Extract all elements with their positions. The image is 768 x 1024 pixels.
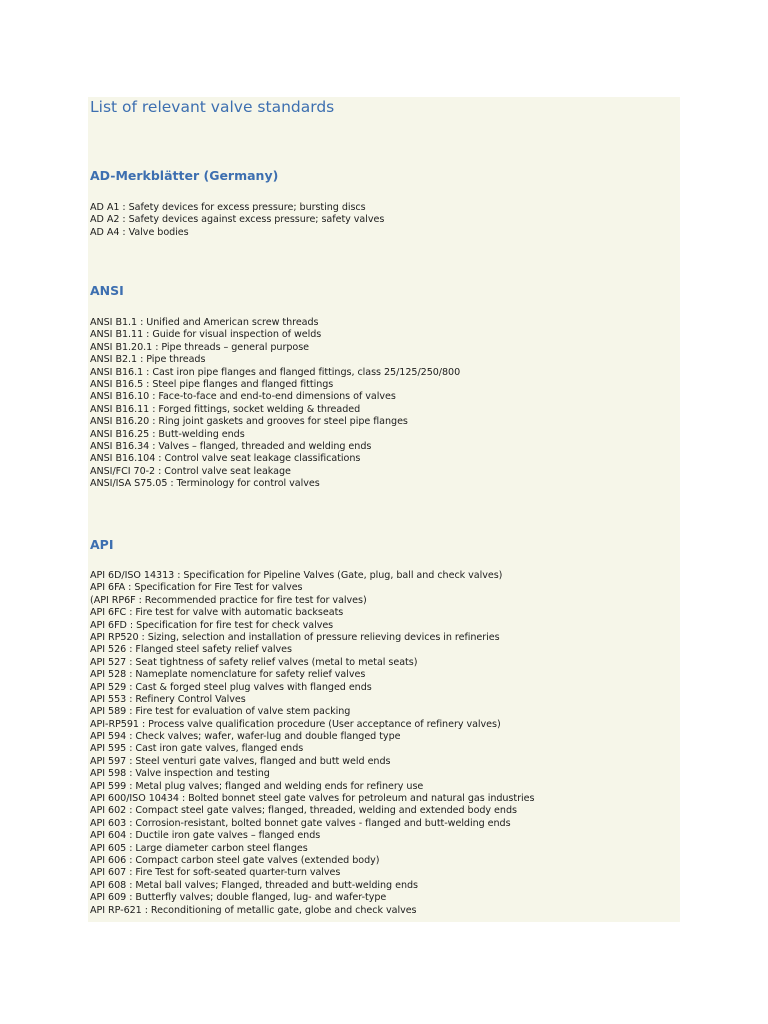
standard-entry: ANSI B1.1 : Unified and American screw threads bbox=[90, 317, 319, 328]
standard-entry: AD A2 : Safety devices against excess pressure; safety valves bbox=[90, 214, 385, 226]
standard-entry: ANSI/ISA S75.05 : Terminology for control valves bbox=[90, 478, 320, 490]
standard-entry: API 553 : Refinery Control Valves bbox=[90, 693, 246, 705]
standard-entry: ANSI B2.1 : Pipe threads bbox=[90, 354, 206, 366]
section-list-ansi bbox=[90, 317, 460, 490]
standard-entry: ANSI B16.34 : Valves – flanged, threaded and welding ends bbox=[90, 440, 372, 452]
standard-entry: API 598 : Valve inspection and testing bbox=[90, 768, 270, 780]
section-list-api bbox=[90, 570, 534, 917]
standard-entry: ANSI B1.20.1 : Pipe threads – general purpose bbox=[90, 341, 309, 353]
standard-entry: ANSI B16.10 : Face-to-face and end-to-end dimensions of valves bbox=[90, 391, 396, 403]
standard-entry: API 609 : Butterfly valves; double flanged, lug- and wafer-type bbox=[90, 892, 387, 904]
standard-entry: API 608 : Metal ball valves; Flanged, threaded and butt-welding ends bbox=[90, 879, 418, 891]
standard-entry: API 6D/ISO 14313 : Specification for Pipeline Valves (Gate, plug, ball and check valves) bbox=[90, 570, 503, 581]
standard-entry: API 606 : Compact carbon steel gate valves (extended body) bbox=[90, 854, 380, 866]
standard-entry: API 529 : Cast & forged steel plug valves with flanged ends bbox=[90, 681, 372, 693]
standard-entry: API RP-621 : Reconditioning of metallic gate, globe and check valves bbox=[90, 904, 417, 916]
standard-entry: ANSI B16.1 : Cast iron pipe flanges and flanged fittings, class 25/125/250/800 bbox=[90, 366, 461, 378]
standard-entry: API RP520 : Sizing, selection and installation of pressure relieving devices in refineries bbox=[90, 631, 500, 643]
section-list-ad bbox=[90, 202, 384, 239]
standard-entry: API 604 : Ductile iron gate valves – flanged ends bbox=[90, 830, 321, 842]
standard-entry: API 600/ISO 10434 : Bolted bonnet steel gate valves for petroleum and natural gas industries bbox=[90, 793, 535, 805]
standard-entry: API 599 : Metal plug valves; flanged and welding ends for refinery use bbox=[90, 780, 424, 792]
section-heading-ansi: ANSI bbox=[90, 283, 124, 298]
standard-entry: API 6FD : Specification for fire test for check valves bbox=[90, 619, 334, 631]
standard-entry: ANSI B16.5 : Steel pipe flanges and flanged fittings bbox=[90, 378, 334, 390]
standard-entry: API 527 : Seat tightness of safety relief valves (metal to metal seats) bbox=[90, 656, 418, 668]
standard-entry: API 603 : Corrosion-resistant, bolted bonnet gate valves - flanged and butt-welding ends bbox=[90, 817, 511, 829]
standard-entry: API-RP591 : Process valve qualification procedure (User acceptance of refinery valves) bbox=[90, 718, 501, 730]
standard-entry: ANSI B16.25 : Butt-welding ends bbox=[90, 428, 245, 440]
page-title: List of relevant valve standards bbox=[90, 98, 335, 116]
standard-entry: API 6FA : Specification for Fire Test for valves bbox=[90, 582, 303, 594]
standard-entry: ANSI B16.104 : Control valve seat leakage classifications bbox=[90, 453, 361, 465]
standard-entry: AD A4 : Valve bodies bbox=[90, 226, 189, 238]
section-heading-api: API bbox=[90, 537, 114, 552]
standard-entry: ANSI/FCI 70-2 : Control valve seat leakage bbox=[90, 465, 291, 477]
standard-entry: API 6FC : Fire test for valve with automatic backseats bbox=[90, 607, 344, 619]
standard-entry: API 528 : Nameplate nomenclature for safety relief valves bbox=[90, 669, 366, 681]
standard-entry: API 605 : Large diameter carbon steel flanges bbox=[90, 842, 308, 854]
standard-entry: API 607 : Fire Test for soft-seated quarter-turn valves bbox=[90, 867, 341, 879]
standard-entry: API 595 : Cast iron gate valves, flanged ends bbox=[90, 743, 304, 755]
standard-entry: ANSI B16.11 : Forged fittings, socket welding & threaded bbox=[90, 403, 361, 415]
section-heading-ad: AD-Merkblätter (Germany) bbox=[90, 168, 279, 183]
standard-entry: API 589 : Fire test for evaluation of valve stem packing bbox=[90, 706, 351, 718]
standard-entry: API 594 : Check valves; wafer, wafer-lug and double flanged type bbox=[90, 731, 401, 743]
document-page bbox=[88, 97, 680, 922]
standard-entry: API 602 : Compact steel gate valves; flanged, threaded, welding and extended body ends bbox=[90, 805, 517, 817]
standard-entry: ANSI B16.20 : Ring joint gaskets and grooves for steel pipe flanges bbox=[90, 416, 408, 428]
standard-entry: ANSI B1.11 : Guide for visual inspection of welds bbox=[90, 329, 322, 341]
standard-entry: (API RP6F : Recommended practice for fire test for valves) bbox=[90, 594, 367, 606]
standard-entry: AD A1 : Safety devices for excess pressure; bursting discs bbox=[90, 202, 366, 213]
standard-entry: API 597 : Steel venturi gate valves, flanged and butt weld ends bbox=[90, 755, 391, 767]
standard-entry: API 526 : Flanged steel safety relief valves bbox=[90, 644, 292, 656]
